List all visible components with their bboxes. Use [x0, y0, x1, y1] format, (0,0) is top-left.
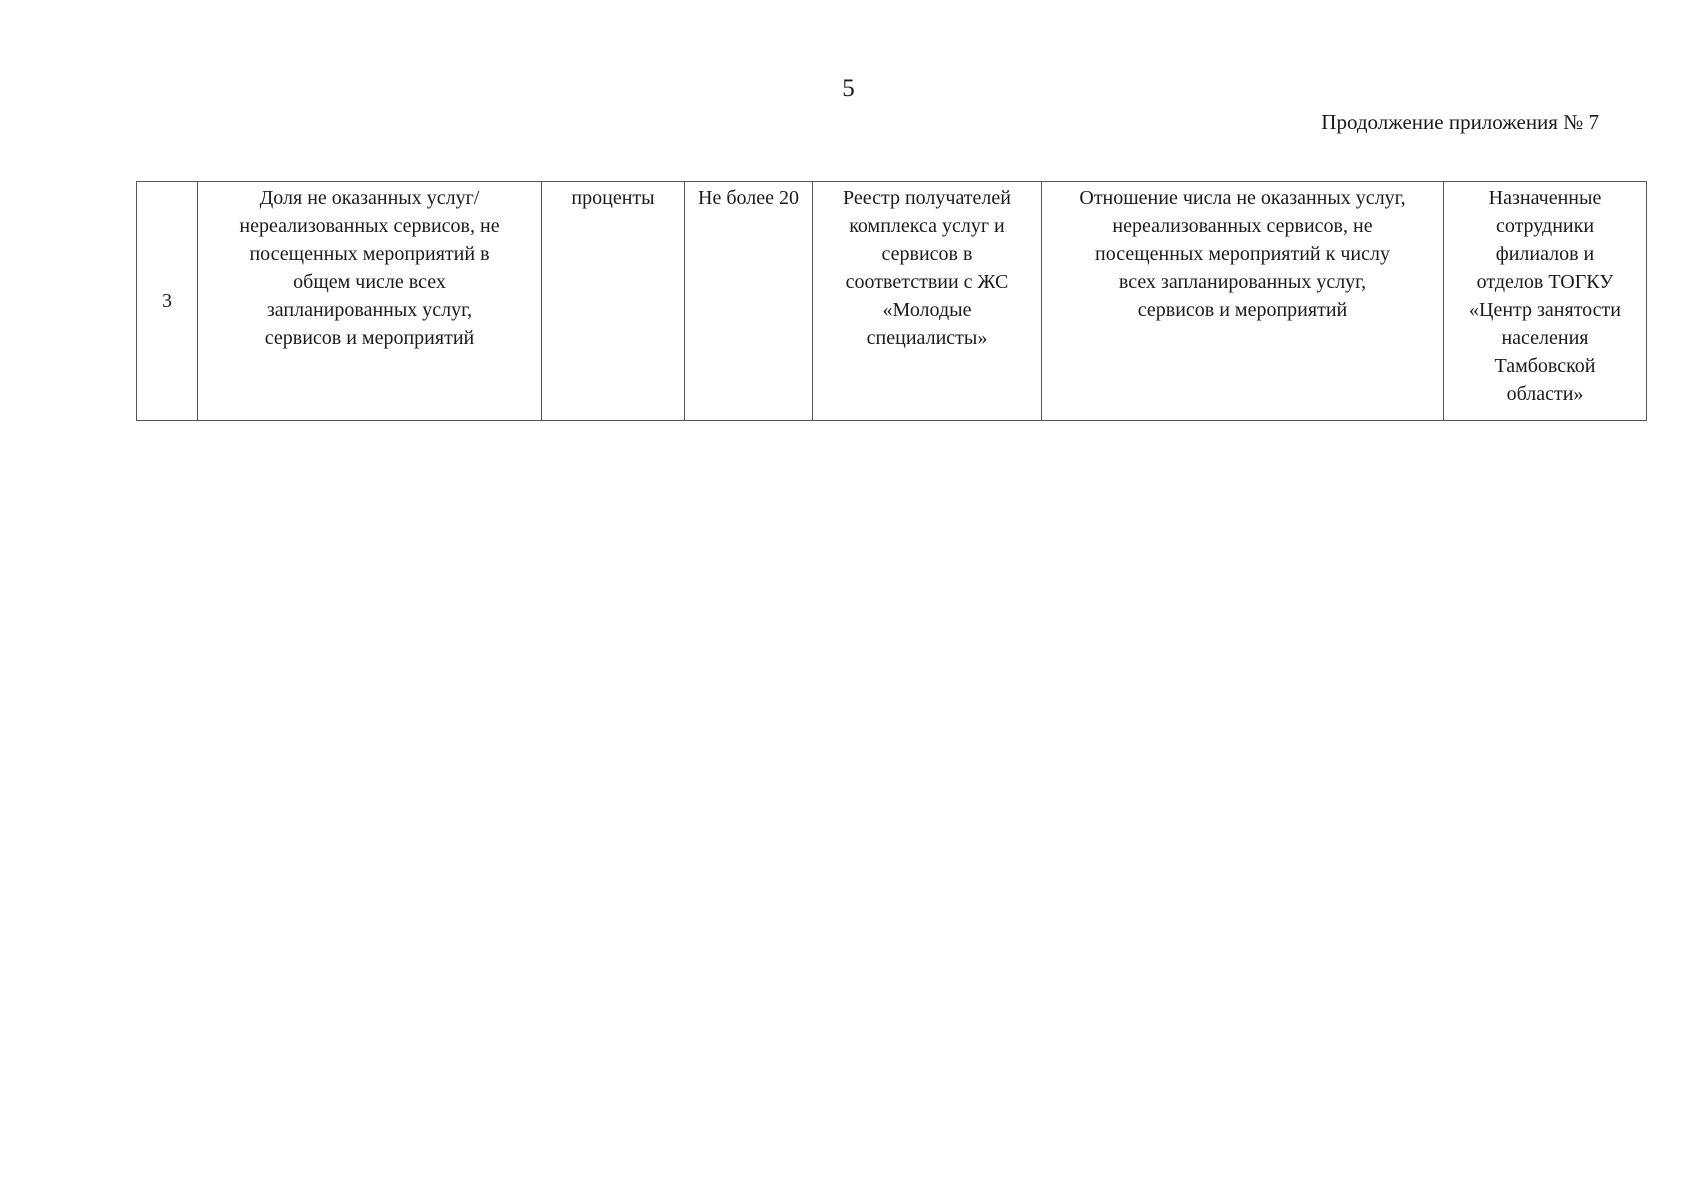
- responsible-cell: [1444, 182, 1647, 421]
- table-row: [137, 182, 1647, 421]
- indicators-table: [136, 181, 1647, 421]
- indicator-name: Доля не оказанных услуг/ нереализованных сервисов, не посещенных мероприятий в общем числе всех запланированных услуг, сервисов и мероприятий: [239, 187, 500, 349]
- page-number: 5: [842, 75, 855, 102]
- unit: проценты: [571, 187, 655, 209]
- row-number-cell: [137, 182, 198, 421]
- responsible: Назначенные сотрудники филиалов и отделов ТОГКУ «Центр занятости населения Тамбовской области»: [1469, 187, 1621, 405]
- target-value: Не более 20: [698, 187, 799, 209]
- data-source-cell: [813, 182, 1042, 421]
- calculation-method-cell: [1042, 182, 1444, 421]
- target-value-cell: [685, 182, 813, 421]
- appendix-continuation-note: Продолжение приложения № 7: [1321, 110, 1599, 134]
- indicator-name-cell: [198, 182, 542, 421]
- data-source: Реестр получателей комплекса услуг и сервисов в соответствии с ЖС «Молодые специалисты»: [843, 187, 1011, 349]
- row-number: 3: [162, 290, 172, 312]
- unit-cell: [542, 182, 685, 421]
- calculation-method: Отношение числа не оказанных услуг, нереализованных сервисов, не посещенных мероприятий к числу всех запланированных услуг, сервисов и мероприятий: [1079, 187, 1406, 321]
